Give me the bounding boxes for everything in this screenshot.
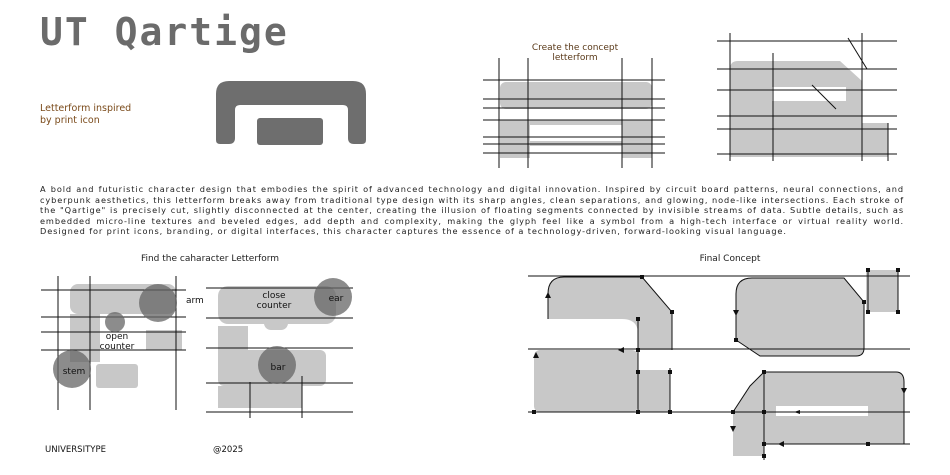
letterform-note-line-2: by print icon [40,115,100,126]
label-open-counter-2: counter [99,342,135,352]
label-ear: ear [328,294,344,304]
detail-grid-diagram [712,33,902,161]
label-close-counter-1: close [262,291,286,301]
label-bar: bar [270,363,286,373]
label-open-counter-1: open [105,332,129,342]
print-icon-glyph [210,78,370,150]
label-close-counter-2: counter [256,301,292,311]
letterform-note [40,103,131,127]
concept-heading-line-1: Create the concept [531,43,619,53]
footer-year: @2025 [213,445,244,455]
footer-brand: UNIVERSITYPE [45,445,106,455]
description-paragraph: A bold and futuristic character design that embodies the spirit of advanced technology and digital innovation. Inspired by circuit board patterns, neural connections, and cyberpunk aesthetics, this letterform breaks away from traditional type design with its sharp angles, clean separations, and glowing, node-like intersections. Each stroke of the "Qartige" is precisely cut, slightly disconnected at the center, creating the illusion of floating segments connected by invisible streams of data. Subtle details, such as embedded micro-line textures and beveled edges, add depth and complexity, making the glyph feel like a symbol from a high-tech interface or virtual reality world. Designed for print icons, branding, or digital interfaces, this character captures the essence of a technology-driven, forward-looking visual language. [40,184,904,236]
label-stem: stem [62,367,86,377]
anatomy-diagram [38,270,368,422]
final-heading: Final Concept [699,254,761,264]
concept-heading-line-2: letterform [552,53,598,63]
letterform-note-line-1: Letterform inspired [40,103,132,114]
final-concept-diagram [528,264,913,464]
concept-grid-diagram [480,58,670,168]
page-title: UT Qartige [40,10,289,54]
find-heading: Find the caharacter Letterform [140,254,280,264]
label-arm: arm [186,296,204,306]
